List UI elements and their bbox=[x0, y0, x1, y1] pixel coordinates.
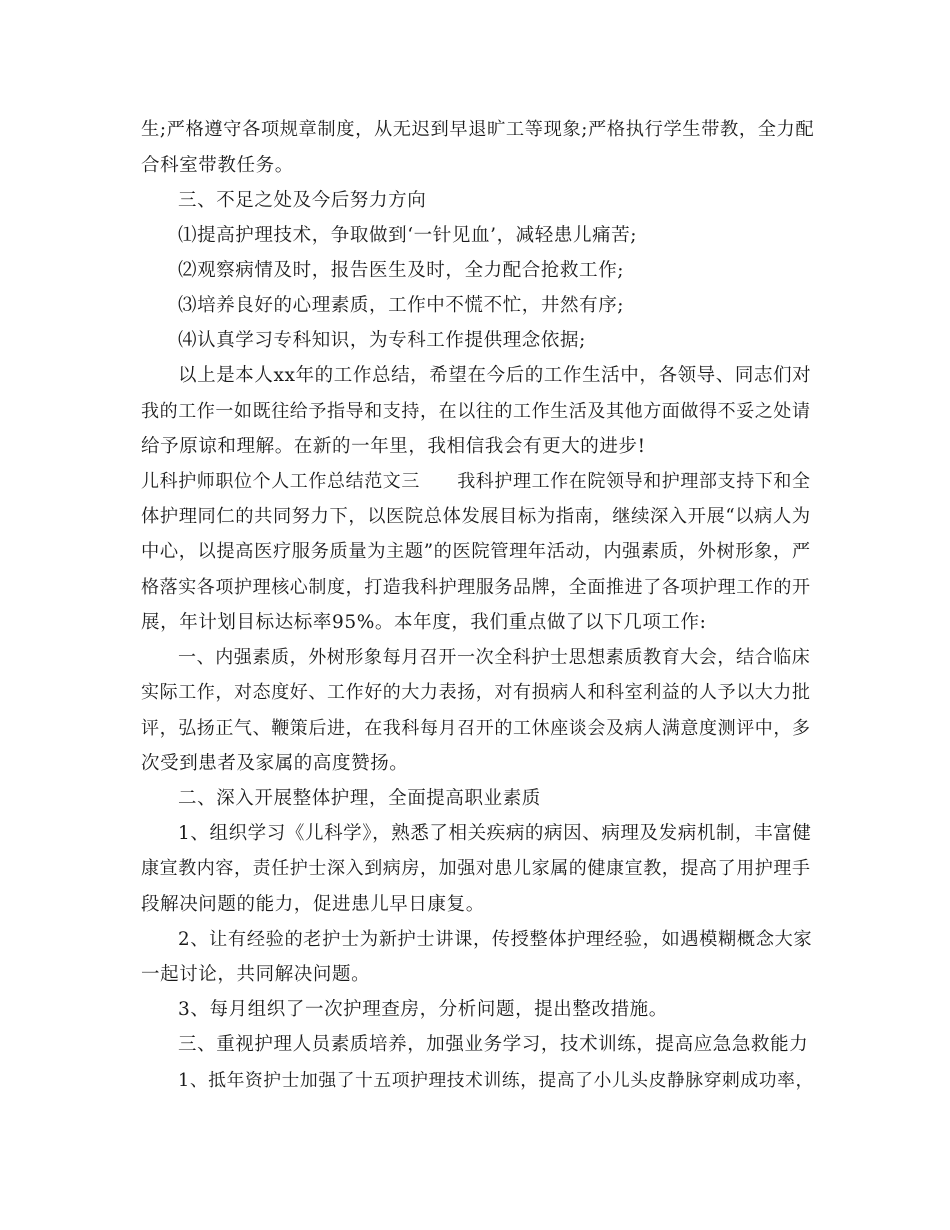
body-line: 段解决问题的能力，促进患儿早日康复。 bbox=[141, 894, 485, 915]
body-line: 2、让有经验的老护士为新护士讲课，传授整体护理经验，如遇模糊概念大家 bbox=[178, 929, 813, 950]
body-line: 生;严格遵守各项规章制度，从无迟到早退旷工等现象;严格执行学生带教，全力配 bbox=[141, 119, 815, 140]
body-line: 次受到患者及家属的高度赞扬。 bbox=[141, 753, 409, 774]
body-line: 1、抵年资护士加强了十五项护理技术训练，提高了小儿头皮静脉穿刺成功率， bbox=[178, 1071, 814, 1091]
body-line: 实际工作，对态度好、工作好的大力表扬，对有损病人和科室利益的人予以大力批 bbox=[141, 682, 811, 703]
body-line: 一、内强素质，外树形象每月召开一次全科护士思想素质教育大会，结合临床 bbox=[178, 647, 811, 668]
section-heading: 三、不足之处及今后努力方向 bbox=[178, 190, 427, 211]
body-line: 评，弘扬正气、鞭策后进，在我科每月召开的工休座谈会及病人满意度测评中，多 bbox=[141, 718, 811, 739]
body-line: 格落实各项护理核心制度，打造我科护理服务品牌，全面推进了各项护理工作的开 bbox=[141, 577, 811, 598]
list-item: ⑴提高护理技术，争取做到‘一针见血’，减轻患儿痛苦; bbox=[178, 225, 638, 246]
body-line: 康宣教内容，责任护士深入到病房，加强对患儿家属的健康宣教，提高了用护理手 bbox=[141, 858, 811, 879]
body-line: 一起讨论，共同解决问题。 bbox=[141, 964, 371, 985]
body-line: 以上是本人xx年的工作总结，希望在今后的工作生活中，各领导、同志们对 bbox=[178, 365, 812, 386]
body-line: 体护理同仁的共同努力下，以医院总体发展目标为指南，继续深入开展“以病人为 bbox=[141, 506, 811, 527]
body-line: 儿科护师职位个人工作总结范文三 我科护理工作在院领导和护理部支持下和全 bbox=[141, 471, 811, 492]
body-line: 中心，以提高医疗服务质量为主题”的医院管理年活动，内强素质，外树形象，严 bbox=[141, 541, 811, 562]
body-line: 1、组织学习《儿科学》，熟悉了相关疾病的病因、病理及发病机制，丰富健 bbox=[178, 823, 812, 844]
section-heading: 二、深入开展整体护理，全面提高职业素质 bbox=[178, 788, 541, 809]
list-item: ⑶培养良好的心理素质，工作中不慌不忙，井然有序; bbox=[178, 295, 625, 316]
body-line: 合科室带教任务。 bbox=[141, 155, 294, 176]
list-item: ⑷认真学习专科知识，为专科工作提供理念依据; bbox=[178, 330, 586, 351]
body-line: 给予原谅和理解。在新的一年里，我相信我会有更大的进步! bbox=[141, 436, 646, 457]
body-line: 我的工作一如既往给予指导和支持，在以往的工作生活及其他方面做得不妥之处请 bbox=[141, 401, 811, 422]
body-line: 3、每月组织了一次护理查房，分析问题，提出整改措施。 bbox=[178, 999, 668, 1020]
section-heading: 三、重视护理人员素质培养，加强业务学习，技术训练，提高应急急救能力 bbox=[178, 1034, 809, 1055]
list-item: ⑵观察病情及时，报告医生及时，全力配合抢救工作; bbox=[178, 260, 625, 281]
body-line: 展，年计划目标达标率95%。本年度，我们重点做了以下几项工作: bbox=[141, 612, 707, 633]
